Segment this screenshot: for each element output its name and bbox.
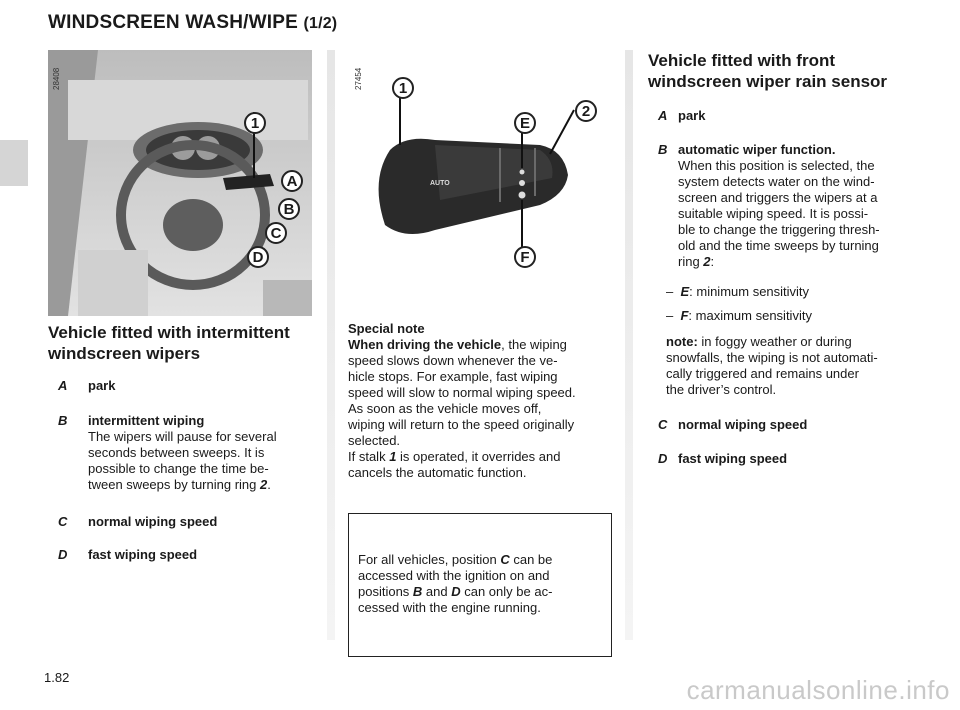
fog-note: note: in foggy weather or during snowfalls, the wiping is not automati- cally triggered and remains under the driver’s control. [666,334,878,397]
figure-code: 27454 [354,67,363,90]
page-title: WINDSCREEN WASH/WIPE (1/2) [48,12,338,33]
callout-D: D [247,246,269,268]
site-watermark: carmanualsonline.info [686,675,950,705]
callout-A: A [281,170,303,192]
left-heading: Vehicle fitted with intermittent windscreen wipers [48,323,290,363]
ignition-note-text: For all vehicles, position C can be accessed with the ignition on and positions B and D can only be ac- cessed with the engine running. [358,552,553,615]
dashboard-drawing [48,50,312,316]
ignition-note-box [348,513,612,657]
stalk-illustration [350,50,612,316]
right-item-b-description: When this position is selected, the system detects water on the wind- screen and triggers the wipers at a suitable wiping speed. It is possi- ble to change the triggering thresh- old and the time sweeps by turning ring 2: [678,158,880,269]
callout-C: C [265,222,287,244]
callout-1: 1 [392,77,414,99]
column-divider-1 [327,50,335,640]
left-item-b-description: The wipers will pause for several seconds between sweeps. It is possible to change the time be- tween sweeps by turning ring 2. [88,429,277,492]
dashboard-illustration [48,50,312,316]
sensitivity-f: – F: maximum sensitivity [666,308,812,323]
callout-2: 2 [575,100,597,122]
callout-B: B [278,198,300,220]
special-note: Special note When driving the vehicle, the wiping speed slows down whenever the ve- hicle stops. For example, fast wiping speed will slow to normal wiping speed. As soon as the vehicle moves off, wiping will return to the speed originally selected. If stalk 1 is operated, it overrides and cancels the automatic function. [348,321,576,480]
stalk-drawing [350,50,612,316]
callout-F: F [514,246,536,268]
sensitivity-e: – E: minimum sensitivity [666,284,810,299]
stalk-auto-label: AUTO [430,180,450,187]
section-tab [0,140,28,186]
callout-E: E [514,112,536,134]
page-title-suffix: (1/2) [303,15,338,32]
right-heading: Vehicle fitted with front windscreen wiper rain sensor [648,51,888,91]
page-number: 1.82 [44,670,70,685]
figure-code: 28408 [52,67,61,90]
column-divider-2 [625,50,633,640]
callout-1: 1 [244,112,266,134]
